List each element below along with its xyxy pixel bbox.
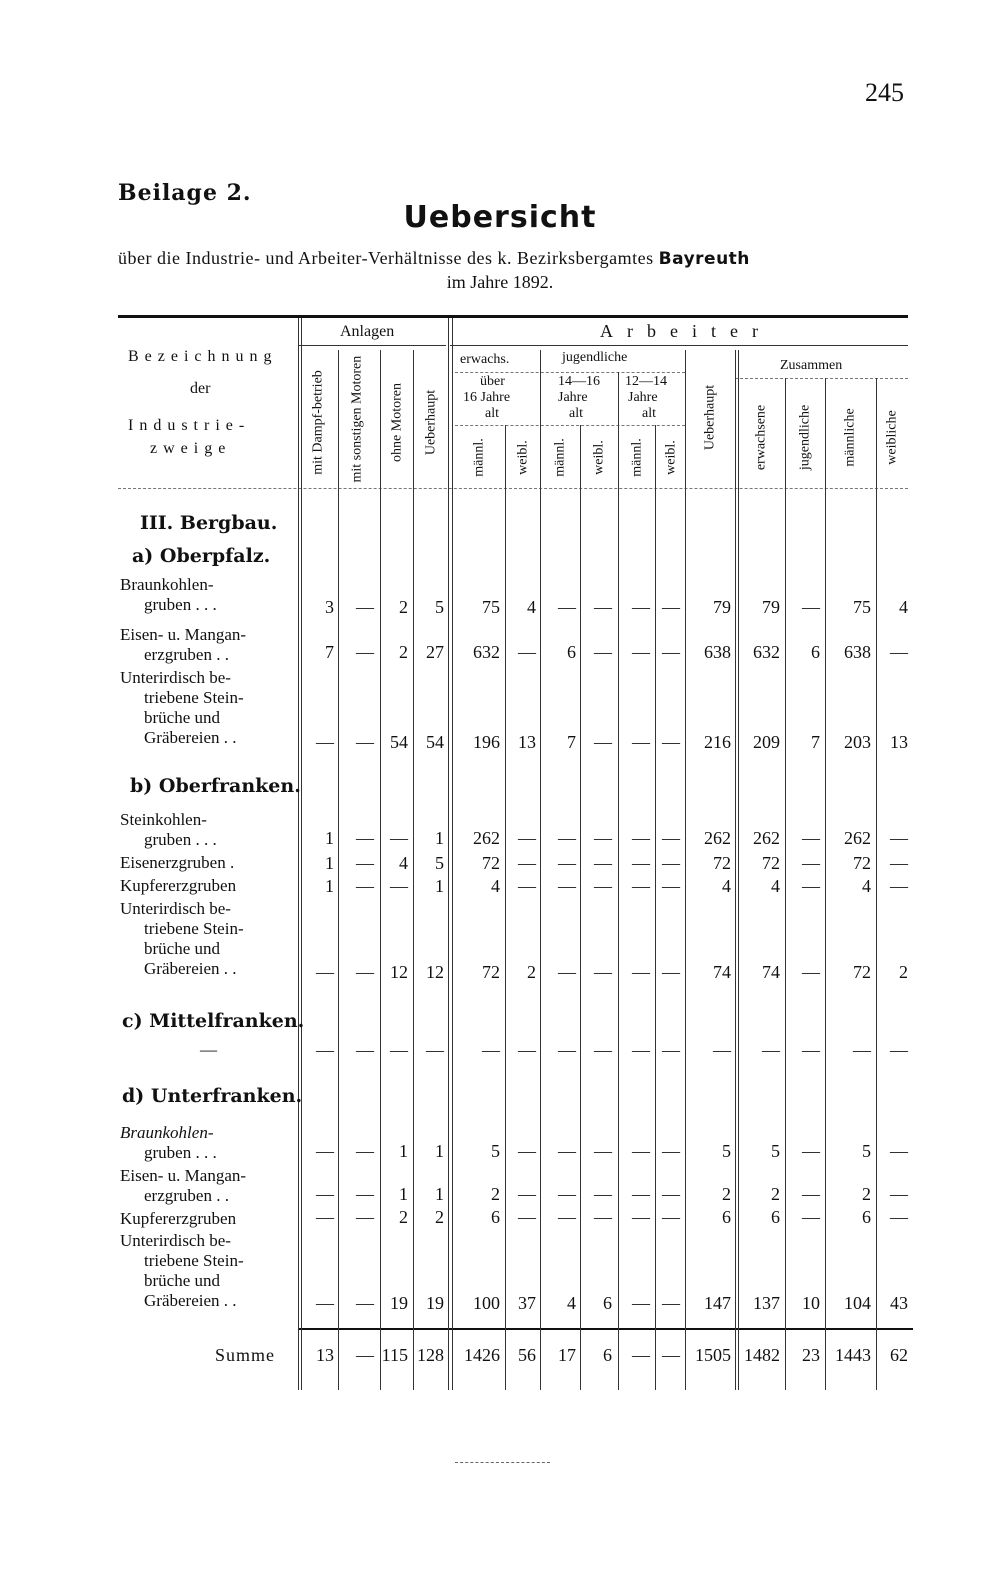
table-cell: 7: [325, 642, 334, 662]
table-cell: —: [632, 1040, 650, 1060]
table-cell: —: [890, 1184, 908, 1204]
table-cell: —: [890, 828, 908, 848]
table-cell: 75: [482, 597, 500, 617]
page-title: Uebersicht: [403, 200, 597, 235]
table-cell: 56: [518, 1345, 536, 1365]
col-header-ohne: ohne Motoren: [389, 383, 405, 462]
table-cell: —: [594, 1040, 612, 1060]
table-cell: —: [356, 1345, 374, 1365]
table-cell: —: [662, 853, 680, 873]
table-cell: 262: [704, 828, 731, 848]
row-label: Kupfererzgruben: [120, 1209, 237, 1228]
header-j1214-1: 12—14: [625, 374, 667, 389]
table-cell: —: [356, 642, 374, 662]
table-cell: 72: [713, 853, 731, 873]
table-cell: 1426: [464, 1345, 500, 1365]
table-cell: —: [558, 876, 576, 896]
table-cell: 209: [753, 732, 780, 752]
section-unterfranken: d) Unterfranken.: [122, 1085, 303, 1107]
table-cell: 13: [316, 1345, 334, 1365]
table-cell: —: [662, 876, 680, 896]
table-cell: —: [558, 853, 576, 873]
table-cell: 6: [862, 1207, 871, 1227]
footer-divider: [455, 1462, 550, 1463]
table-cell: —: [390, 1040, 408, 1060]
table-cell: —: [632, 1184, 650, 1204]
table-cell: 5: [722, 1141, 731, 1161]
table-cell: —: [426, 1040, 444, 1060]
table-cell: —: [518, 1141, 536, 1161]
page-number: 245: [865, 78, 904, 107]
col-line: [580, 425, 581, 1390]
table-cell: 4: [399, 853, 408, 873]
table-cell: 4: [491, 876, 500, 896]
table-cell: 203: [844, 732, 871, 752]
beilage-label: Beilage 2.: [118, 180, 252, 206]
table-cell: —: [594, 597, 612, 617]
table-cell: 3: [325, 597, 334, 617]
table-cell: —: [662, 1345, 680, 1365]
table-cell: —: [632, 876, 650, 896]
table-cell: 6: [771, 1207, 780, 1227]
table-cell: 4: [527, 597, 536, 617]
table-cell: 7: [811, 732, 820, 752]
table-cell: 262: [753, 828, 780, 848]
header-j1214-2: Jahre: [628, 390, 658, 405]
table-cell: —: [632, 1141, 650, 1161]
col-header-dampf: mit Dampf-betrieb: [310, 370, 326, 475]
table-cell: —: [890, 642, 908, 662]
row-label: Steinkohlen- gruben . . .: [120, 810, 217, 849]
table-cell: —: [518, 876, 536, 896]
header-j1416-3: alt: [569, 406, 583, 421]
table-cell: 1: [435, 1141, 444, 1161]
header-j1416-2: Jahre: [558, 390, 588, 405]
table-cell: 632: [473, 642, 500, 662]
table-cell: —: [662, 732, 680, 752]
table-cell: 6: [567, 642, 576, 662]
table-cell: —: [518, 1184, 536, 1204]
table-cell: 2: [435, 1207, 444, 1227]
table-cell: —: [518, 828, 536, 848]
top-rule: [118, 315, 908, 318]
table-cell: —: [594, 1184, 612, 1204]
table-cell: 13: [890, 732, 908, 752]
table-cell: —: [356, 1184, 374, 1204]
table-cell: —: [594, 1207, 612, 1227]
table-cell: 72: [482, 853, 500, 873]
table-cell: 1: [399, 1141, 408, 1161]
table-cell: —: [594, 732, 612, 752]
table-cell: —: [632, 1345, 650, 1365]
header-erwachs: erwachs.: [460, 352, 510, 367]
table-cell: 5: [862, 1141, 871, 1161]
subtitle: [118, 248, 750, 269]
year-line: im Jahre 1892.: [446, 272, 554, 292]
table-cell: 72: [853, 962, 871, 982]
table-cell: 4: [771, 876, 780, 896]
header-jugendliche: jugendliche: [562, 350, 628, 365]
table-cell: —: [802, 828, 820, 848]
row-label: Unterirdisch be- triebene Stein- brüche und Gräbereien . .: [120, 668, 244, 747]
table-cell: 17: [558, 1345, 576, 1365]
table-cell: —: [890, 1207, 908, 1227]
table-cell: 1: [435, 1184, 444, 1204]
header-zusammen: Zusammen: [780, 358, 843, 373]
table-cell: —: [558, 1141, 576, 1161]
table-cell: —: [594, 876, 612, 896]
table-cell: 2: [862, 1184, 871, 1204]
header-ueber16-3: alt: [485, 406, 499, 421]
table-cell: —: [356, 828, 374, 848]
table-cell: —: [890, 1040, 908, 1060]
table-cell: —: [890, 853, 908, 873]
table-cell: —: [316, 962, 334, 982]
table-cell: 1: [325, 876, 334, 896]
table-cell: 43: [890, 1293, 908, 1313]
sum-rule: [298, 1328, 913, 1330]
table-cell: —: [356, 1207, 374, 1227]
col-header-erw-m: männl.: [471, 438, 487, 477]
table-cell: 12: [426, 962, 444, 982]
table-cell: 6: [811, 642, 820, 662]
table-cell: —: [558, 1040, 576, 1060]
table-cell: 79: [762, 597, 780, 617]
table-cell: 4: [862, 876, 871, 896]
table-cell: —: [662, 642, 680, 662]
header-arbeiter: Arbeiter: [600, 321, 772, 341]
table-cell: —: [558, 962, 576, 982]
table-cell: —: [662, 1040, 680, 1060]
col-header-jugendliche: jugendliche: [797, 404, 813, 471]
header-industrie: Industrie-: [128, 417, 251, 434]
table-cell: —: [316, 1207, 334, 1227]
table-cell: 4: [567, 1293, 576, 1313]
table-cell: —: [632, 962, 650, 982]
table-cell: —: [802, 1040, 820, 1060]
table-cell: 13: [518, 732, 536, 752]
table-cell: 2: [399, 597, 408, 617]
table-cell: 216: [704, 732, 731, 752]
sum-label: Summe: [215, 1345, 276, 1365]
header-zweige: zweige: [150, 440, 232, 457]
table-cell: —: [356, 876, 374, 896]
table-cell: 54: [426, 732, 444, 752]
table-cell: 1482: [744, 1345, 780, 1365]
table-cell: —: [890, 1141, 908, 1161]
table-cell: 7: [567, 732, 576, 752]
col-header-ueberhaupt-anlagen: Ueberhaupt: [423, 389, 439, 456]
arbeiter-underline: [450, 345, 908, 346]
table-cell: —: [594, 962, 612, 982]
table-cell: 75: [853, 597, 871, 617]
table-cell: —: [853, 1040, 871, 1060]
table-cell: —: [662, 1207, 680, 1227]
table-cell: 19: [426, 1293, 444, 1313]
header-ueber16-2: 16 Jahre: [463, 390, 511, 405]
col-header-j1416-w: weibl.: [591, 440, 607, 475]
table-cell: 1505: [695, 1345, 731, 1365]
table-cell: 2: [527, 962, 536, 982]
table-cell: —: [802, 962, 820, 982]
section-oberpfalz: a) Oberpfalz.: [132, 545, 271, 567]
table-cell: —: [356, 962, 374, 982]
table-cell: —: [802, 853, 820, 873]
table-cell: —: [316, 1293, 334, 1313]
header-anlagen: Anlagen: [340, 323, 395, 340]
table-cell: —: [356, 597, 374, 617]
table-cell: 74: [713, 962, 731, 982]
table-cell: —: [662, 1293, 680, 1313]
table-cell: 128: [417, 1345, 444, 1365]
table-cell: —: [518, 853, 536, 873]
row-label: Eisenerzgruben .: [120, 853, 235, 872]
table-cell: —: [390, 876, 408, 896]
table-cell: 12: [390, 962, 408, 982]
table-cell: 4: [899, 597, 908, 617]
header-der: der: [190, 380, 211, 397]
table-cell: 147: [704, 1293, 731, 1313]
table-cell: —: [662, 962, 680, 982]
table-cell: —: [802, 876, 820, 896]
table-cell: 4: [722, 876, 731, 896]
table-cell: 6: [603, 1345, 612, 1365]
table-cell: —: [802, 1141, 820, 1161]
row-label: Eisen- u. Mangan- erzgruben . .: [120, 625, 247, 664]
table-cell: —: [632, 1207, 650, 1227]
col-header-sonstige: mit sonstigen Motoren: [349, 355, 365, 483]
table-cell: 1: [435, 828, 444, 848]
table-cell: 79: [713, 597, 731, 617]
table-cell: —: [662, 597, 680, 617]
table-cell: 638: [704, 642, 731, 662]
col-header-j1214-w: weibl.: [663, 440, 679, 475]
table-cell: —: [316, 732, 334, 752]
table-cell: 72: [853, 853, 871, 873]
table-cell: —: [482, 1040, 500, 1060]
table-cell: —: [762, 1040, 780, 1060]
table-cell: —: [518, 1207, 536, 1227]
table-cell: —: [802, 1207, 820, 1227]
col-line: [655, 425, 656, 1390]
row-label: Braunkohlen- gruben . . .: [120, 1123, 217, 1162]
col-header-j1214-m: männl.: [629, 438, 645, 477]
table-cell: —: [594, 642, 612, 662]
col-header-j1416-m: männl.: [552, 438, 568, 477]
header-j1416-1: 14—16: [558, 374, 600, 389]
row-label: —: [200, 1040, 217, 1059]
col-header-erwachsene: erwachsene: [753, 404, 769, 471]
section-oberfranken: b) Oberfranken.: [130, 775, 301, 797]
table-cell: 72: [482, 962, 500, 982]
table-cell: —: [316, 1141, 334, 1161]
table-cell: 27: [426, 642, 444, 662]
table-cell: 104: [844, 1293, 871, 1313]
table-cell: —: [632, 732, 650, 752]
header-bottom-rule: [118, 488, 908, 489]
table-cell: 19: [390, 1293, 408, 1313]
row-label: Braunkohlen- gruben . . .: [120, 575, 217, 614]
table-cell: 638: [844, 642, 871, 662]
table-cell: —: [662, 1141, 680, 1161]
header-ueber16-1: über: [480, 374, 505, 389]
table-cell: —: [390, 828, 408, 848]
row-label: Unterirdisch be- triebene Stein- brüche und Gräbereien . .: [120, 1231, 244, 1310]
table-cell: 2: [771, 1184, 780, 1204]
table-cell: —: [662, 828, 680, 848]
table-cell: 23: [802, 1345, 820, 1365]
table-cell: 2: [899, 962, 908, 982]
section-mittelfranken: c) Mittelfranken.: [122, 1010, 305, 1032]
table-cell: 5: [435, 853, 444, 873]
table-cell: 196: [473, 732, 500, 752]
table-cell: —: [802, 597, 820, 617]
table-cell: —: [558, 597, 576, 617]
table-cell: 5: [435, 597, 444, 617]
age-underline: [455, 425, 685, 426]
table-cell: —: [356, 853, 374, 873]
table-cell: —: [890, 876, 908, 896]
table-cell: —: [518, 642, 536, 662]
table-cell: 1443: [835, 1345, 871, 1365]
table-cell: 2: [491, 1184, 500, 1204]
col-header-ueberhaupt-arbeiter: Ueberhaupt: [702, 384, 718, 451]
subtitle-prefix: über die Industrie- und Arbeiter-Verhältnisse des k. Bezirksbergamtes: [118, 248, 654, 268]
table-cell: 1: [325, 828, 334, 848]
table-cell: —: [356, 1040, 374, 1060]
table-cell: 74: [762, 962, 780, 982]
zusammen-underline: [735, 378, 908, 379]
table-cell: —: [632, 597, 650, 617]
table-cell: 262: [473, 828, 500, 848]
table-cell: 6: [722, 1207, 731, 1227]
table-cell: —: [316, 1184, 334, 1204]
table-cell: —: [594, 1141, 612, 1161]
table-cell: —: [594, 853, 612, 873]
table-cell: —: [802, 1184, 820, 1204]
table-cell: —: [594, 828, 612, 848]
table-cell: —: [356, 1141, 374, 1161]
table-cell: 262: [844, 828, 871, 848]
table-cell: 37: [518, 1293, 536, 1313]
table-cell: 137: [753, 1293, 780, 1313]
header-bezeichnung: Bezeichnung: [128, 348, 278, 365]
table-cell: 6: [491, 1207, 500, 1227]
table-cell: 1: [399, 1184, 408, 1204]
col-line: [505, 425, 506, 1390]
table-cell: 5: [771, 1141, 780, 1161]
table-cell: —: [632, 642, 650, 662]
table-cell: —: [662, 1184, 680, 1204]
table-cell: —: [356, 1293, 374, 1313]
row-label: Eisen- u. Mangan- erzgruben . .: [120, 1166, 247, 1205]
col-header-maennliche: männliche: [842, 408, 858, 467]
table-cell: 2: [722, 1184, 731, 1204]
col-header-weibliche: weibliche: [884, 410, 900, 465]
table-cell: 6: [603, 1293, 612, 1313]
header-j1214-3: alt: [642, 406, 656, 421]
table-cell: 5: [491, 1141, 500, 1161]
table-cell: —: [632, 853, 650, 873]
table-cell: —: [558, 828, 576, 848]
table-cell: 10: [802, 1293, 820, 1313]
table-cell: 100: [473, 1293, 500, 1313]
row-label: Kupfererzgruben: [120, 876, 237, 895]
table-cell: 115: [381, 1345, 408, 1365]
table-cell: 72: [762, 853, 780, 873]
table-cell: —: [558, 1184, 576, 1204]
table-cell: —: [713, 1040, 731, 1060]
table-cell: 2: [399, 642, 408, 662]
table-cell: —: [558, 1207, 576, 1227]
anlagen-underline: [298, 345, 446, 346]
table-cell: —: [518, 1040, 536, 1060]
table-cell: —: [316, 1040, 334, 1060]
table-cell: 62: [890, 1345, 908, 1365]
table-cell: —: [632, 1293, 650, 1313]
table-cell: 2: [399, 1207, 408, 1227]
table-cell: 1: [435, 876, 444, 896]
row-label: Unterirdisch be- triebene Stein- brüche und Gräbereien . .: [120, 899, 244, 978]
group-underline: [455, 372, 685, 373]
col-header-erw-w: weibl.: [515, 440, 531, 475]
table-cell: —: [632, 828, 650, 848]
table-cell: —: [356, 732, 374, 752]
subtitle-place: Bayreuth: [658, 249, 750, 269]
section-bergbau: III. Bergbau.: [140, 512, 278, 534]
table-cell: 1: [325, 853, 334, 873]
table-cell: 632: [753, 642, 780, 662]
table-cell: 54: [390, 732, 408, 752]
